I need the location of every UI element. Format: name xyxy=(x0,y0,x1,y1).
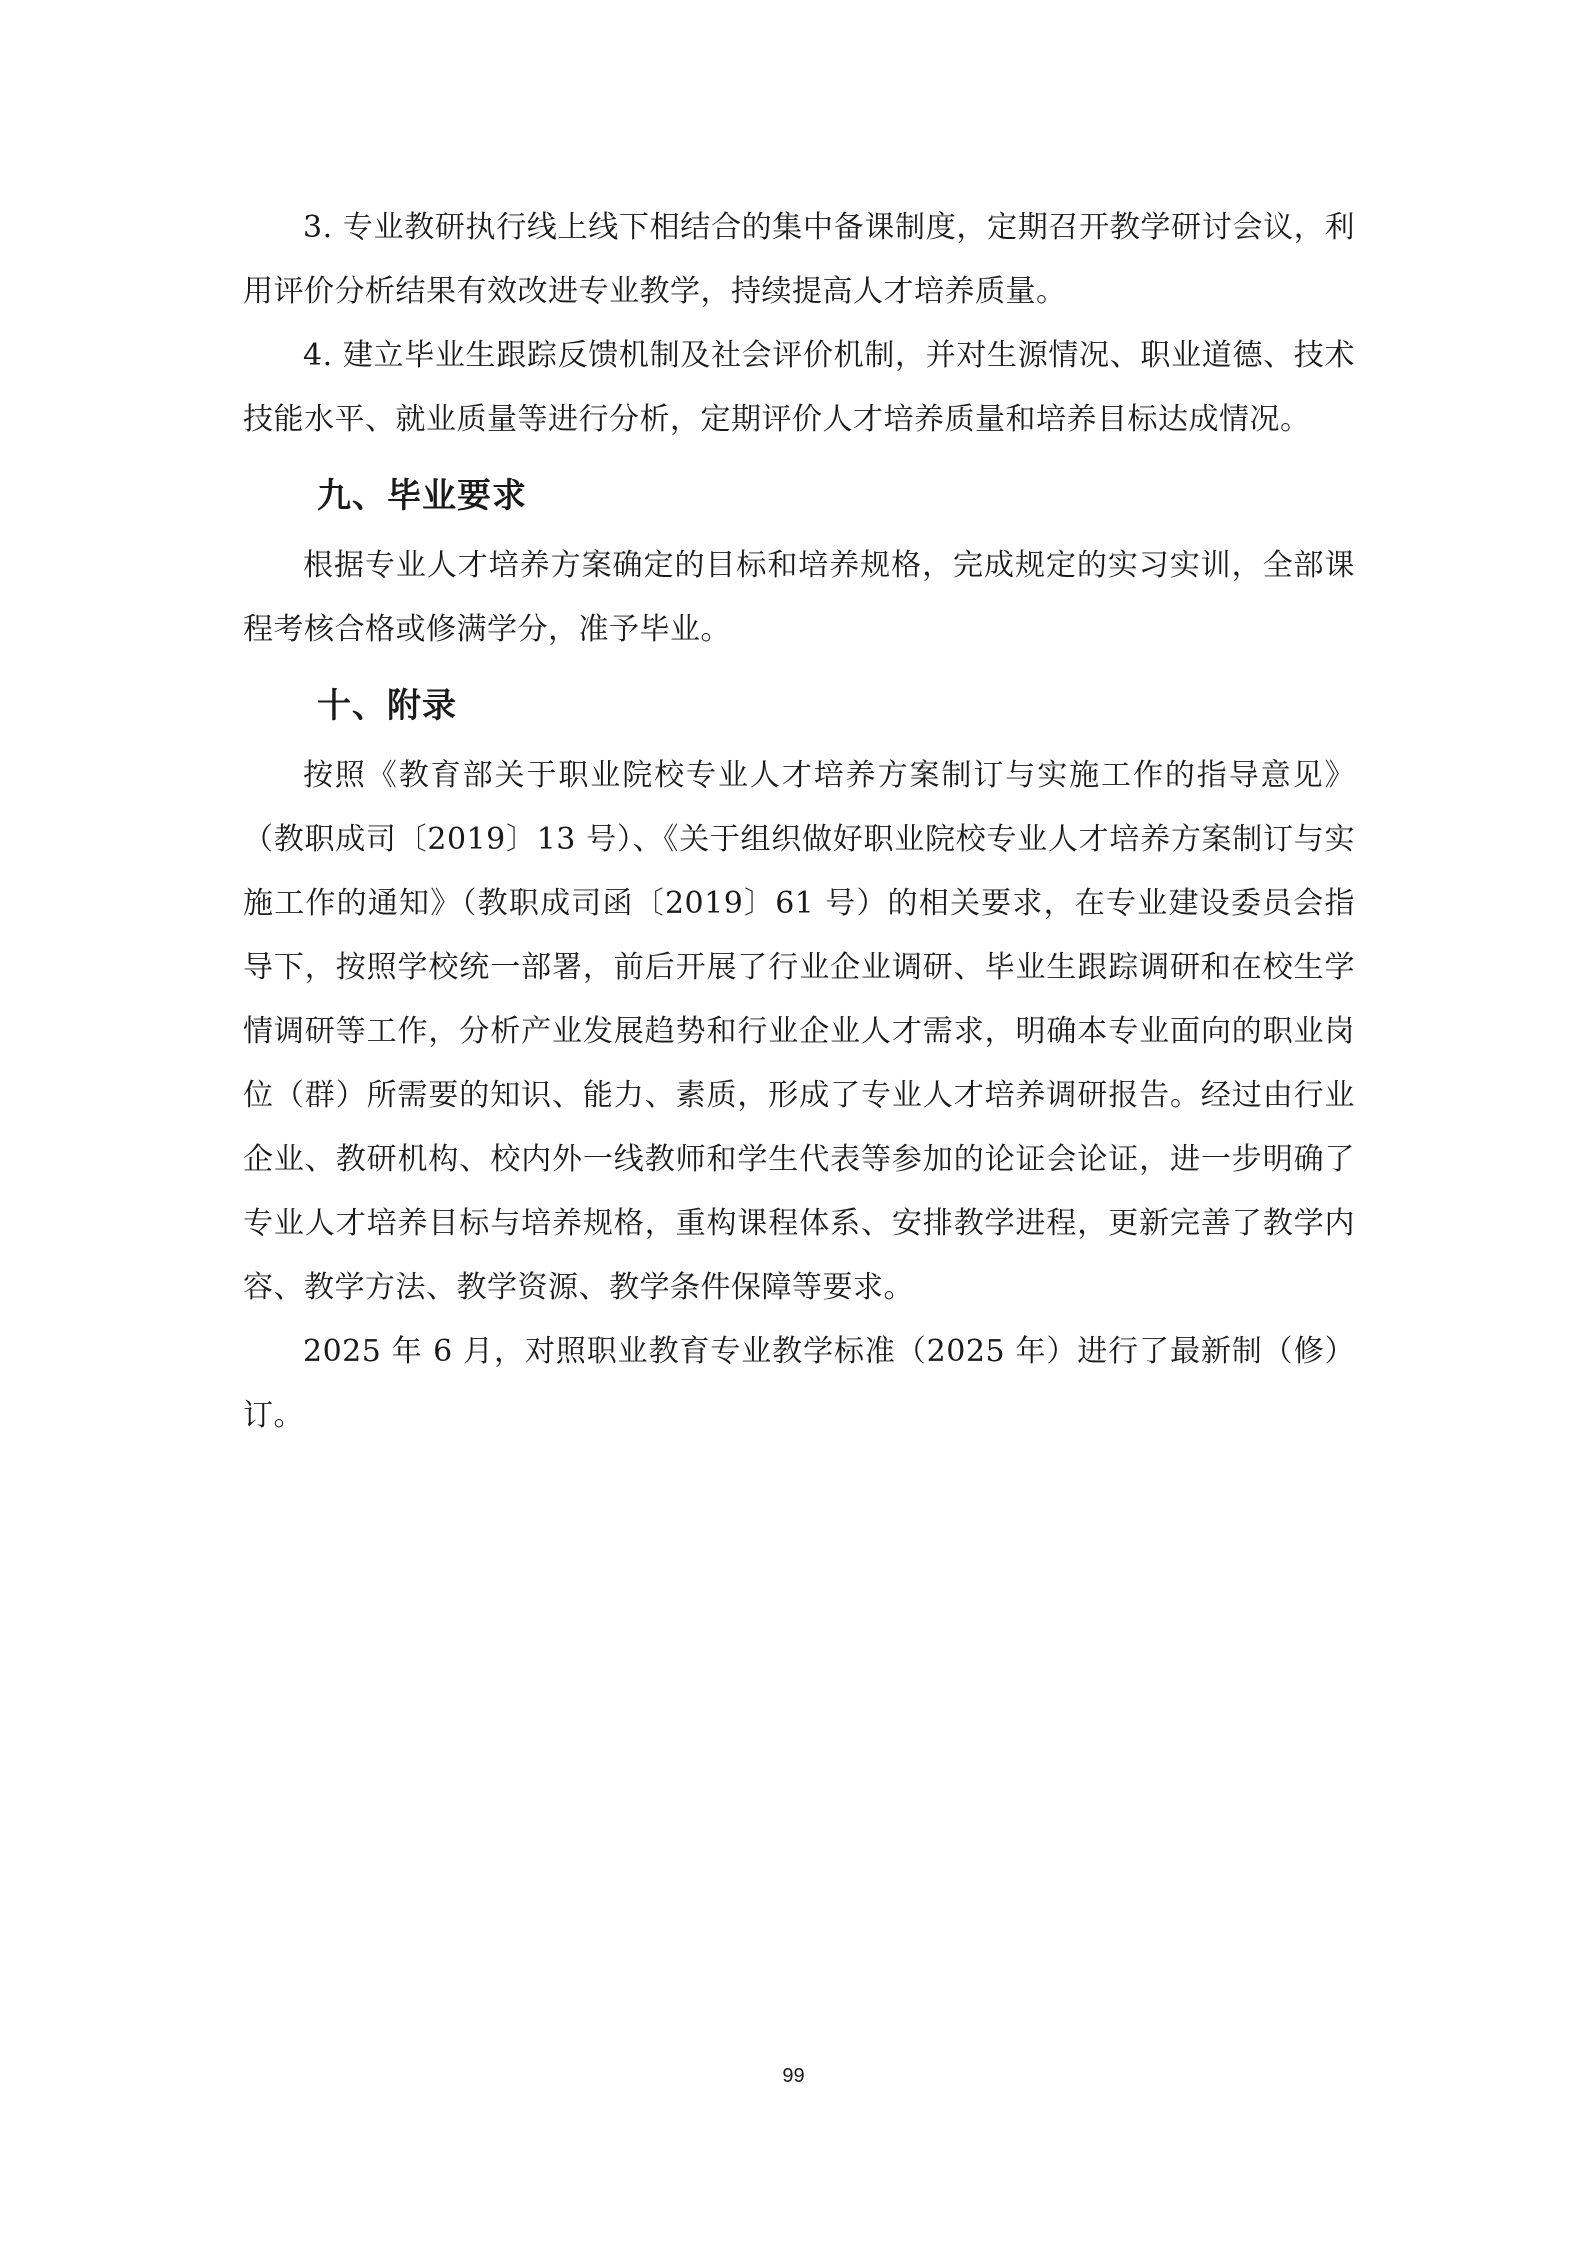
section8-item-4: 4. 建立毕业生跟踪反馈机制及社会评价机制，并对生源情况、职业道德、技术技能水平、就业质量等进行分析，定期评价人才培养质量和培养目标达成情况。 xyxy=(243,338,1355,437)
section10-heading: 十、附录 xyxy=(317,686,457,726)
section10-paragraph-2: 2025 年 6 月，对照职业教育专业教学标准（2025 年）进行了最新制（修）订。 xyxy=(243,1334,1355,1433)
section9-heading: 九、毕业要求 xyxy=(317,476,527,516)
document-body xyxy=(243,196,1355,1448)
section10-paragraph-1: 按照《教育部关于职业院校专业人才培养方案制订与实施工作的指导意见》（教职成司〔2019〕13 号）、《关于组织做好职业院校专业人才培养方案制订与实施工作的通知》（教职成司函〔2019〕61 号）的相关要求，在专业建设委员会指导下，按照学校统一部署，前后开展了行业企业调研、毕业生跟踪调研和在校生学情调研等工作，分析产业发展趋势和行业企业人才需求，明确本专业面向的职业岗位（群）所需要的知识、能力、素质，形成了专业人才培养调研报告。经过由行业企业、教研机构、校内外一线教师和学生代表等参加的论证会论证，进一步明确了专业人才培养目标与培养规格，重构课程体系、安排教学进程，更新完善了教学内容、教学方法、教学资源、教学条件保障等要求。 xyxy=(243,758,1355,1305)
page-number: 99 xyxy=(782,2065,805,2087)
section9-body: 根据专业人才培养方案确定的目标和培养规格，完成规定的实习实训，全部课程考核合格或修满学分，准予毕业。 xyxy=(243,548,1355,647)
section8-item-3: 3. 专业教研执行线上线下相结合的集中备课制度，定期召开教学研讨会议，利用评价分析结果有效改进专业教学，持续提高人才培养质量。 xyxy=(243,210,1355,309)
